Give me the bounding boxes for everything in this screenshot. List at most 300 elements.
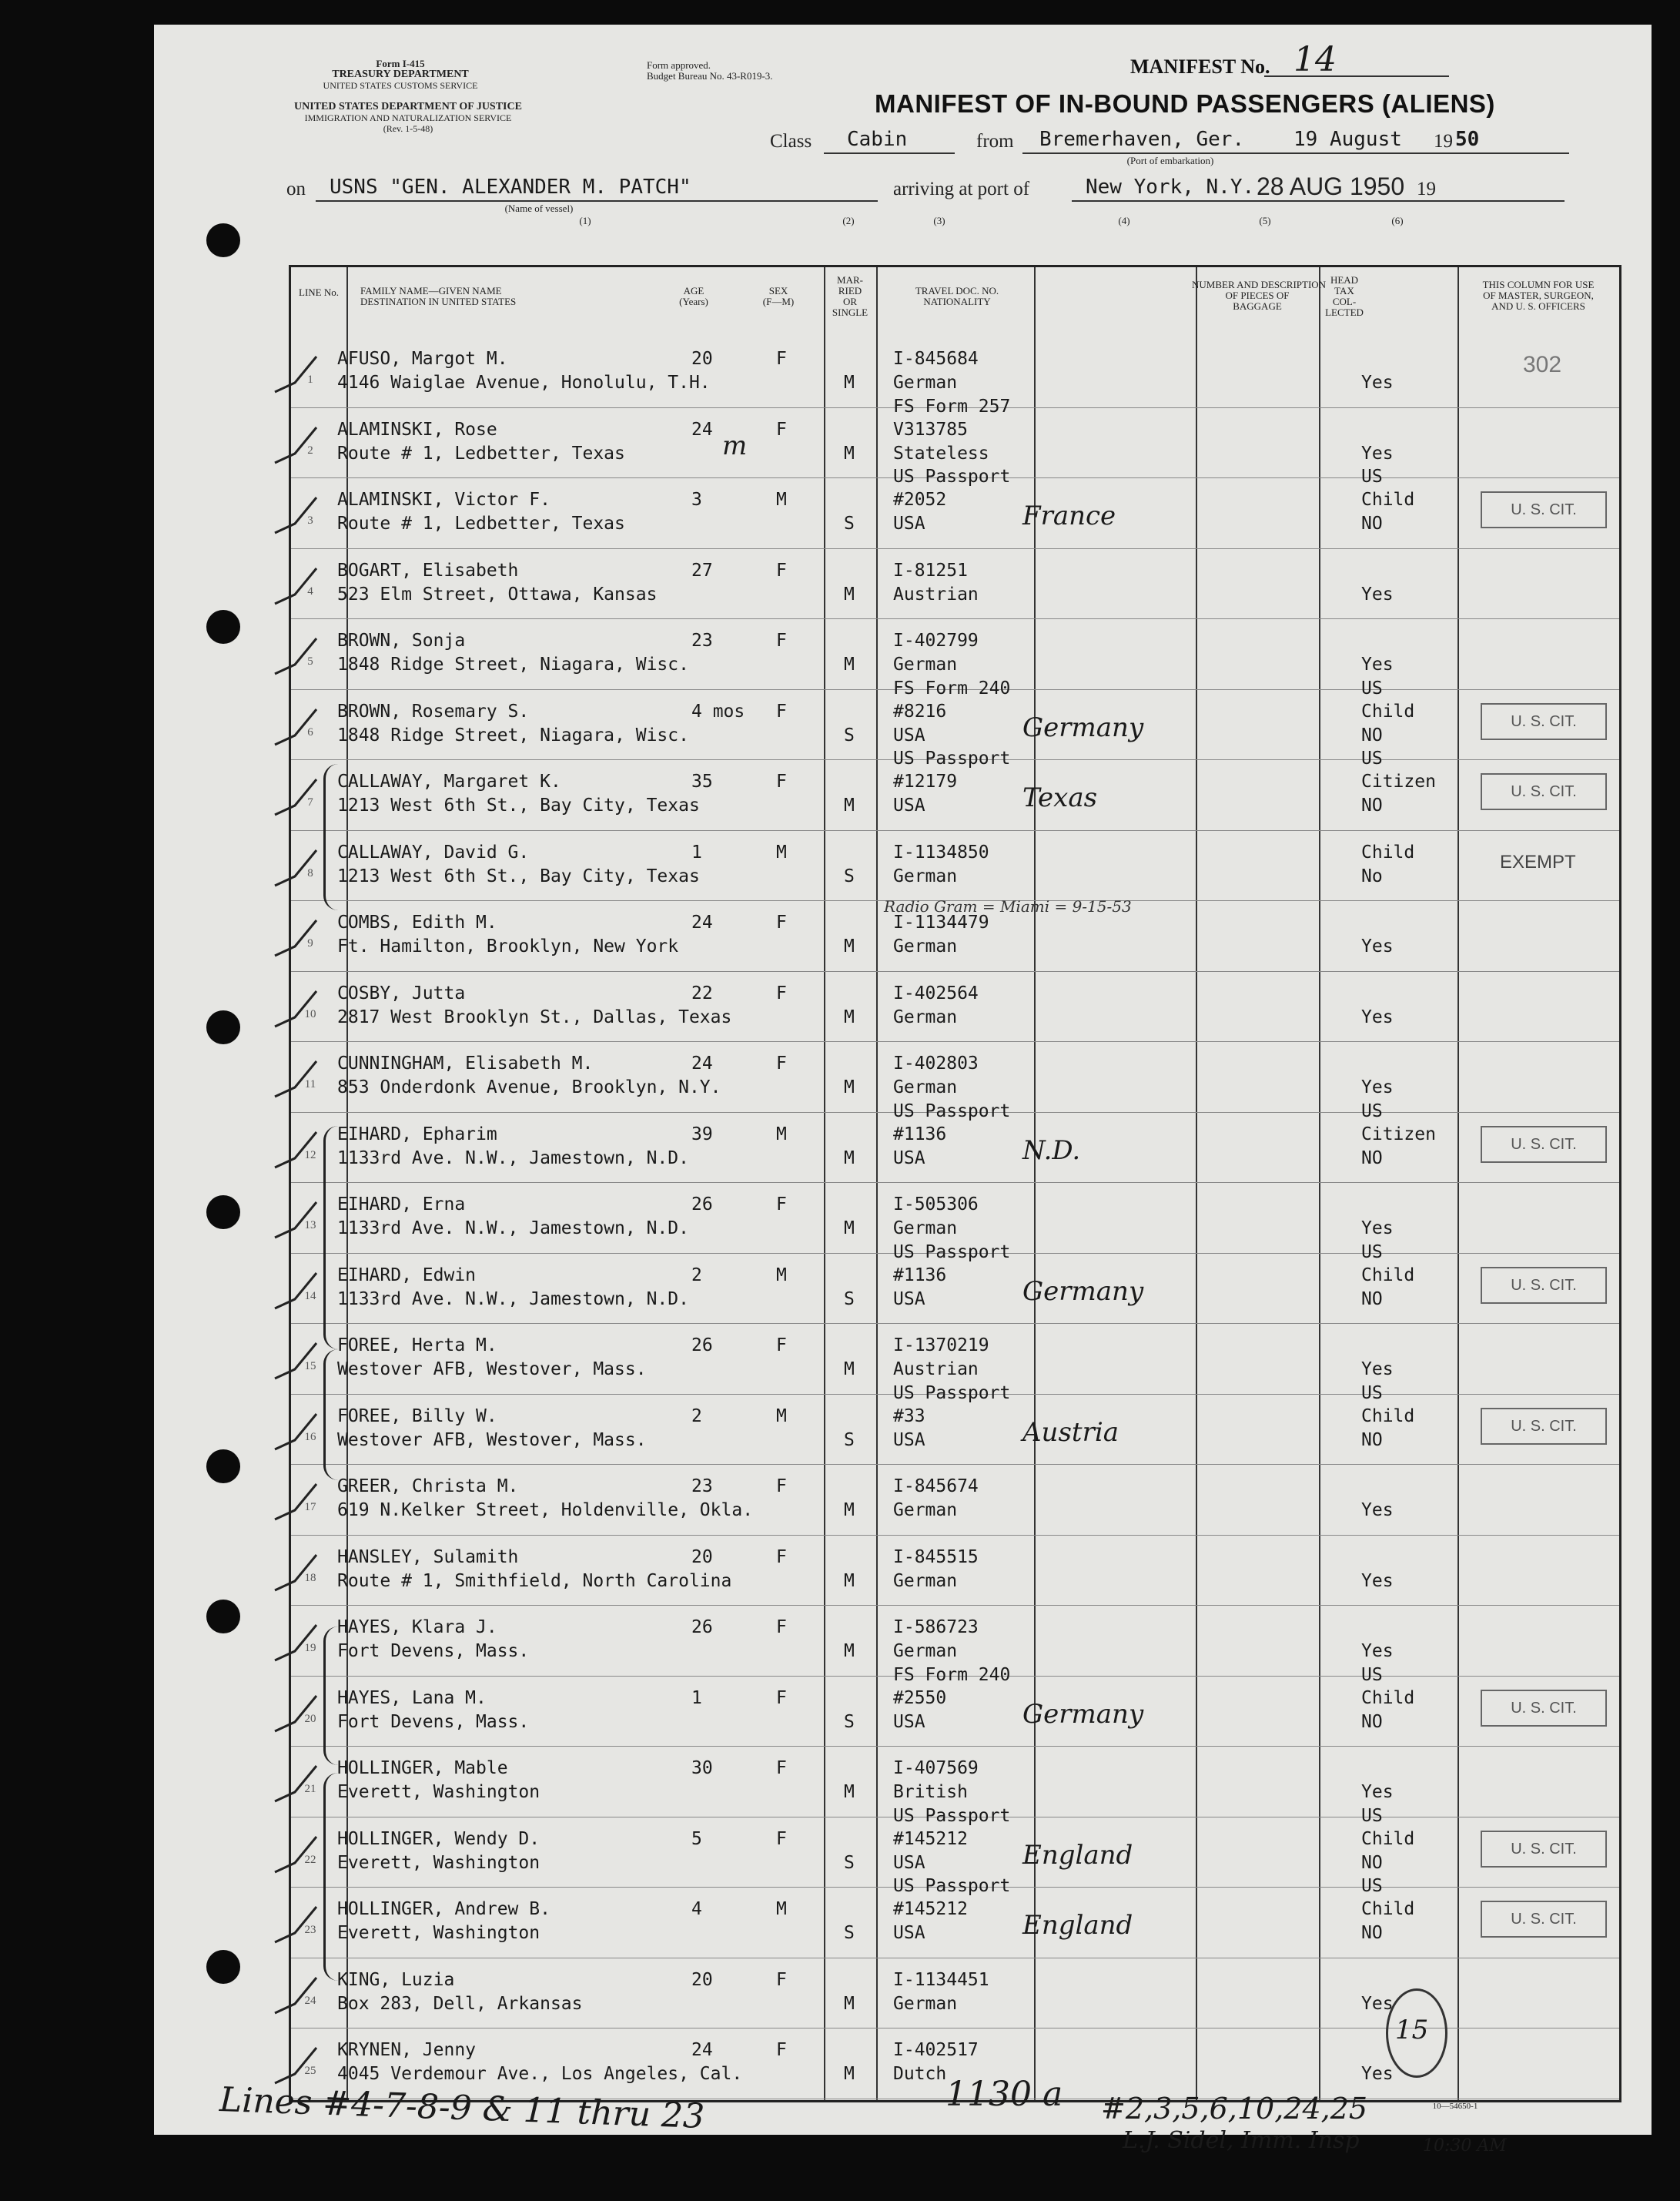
age: 24 (691, 2040, 713, 2060)
head-tax-line2: Child (1361, 1265, 1415, 1285)
punch-hole (206, 1195, 240, 1229)
table-row (291, 1876, 1619, 1958)
nationality: German (893, 866, 958, 886)
travel-doc-type: US Passport (893, 1100, 1011, 1121)
destination: Fort Devens, Mass. (337, 1711, 530, 1732)
line-number: 16 (304, 1430, 316, 1443)
checkmark-icon (272, 1479, 318, 1526)
passenger-name: COMBS, Edith M. (337, 913, 497, 933)
nationality: Austrian (893, 584, 979, 605)
destination: Route # 1, Ledbetter, Texas (337, 514, 625, 534)
us-cit-stamp: U. S. CIT. (1481, 1126, 1607, 1163)
checkmark-icon (272, 634, 318, 680)
marital-status: S (844, 1711, 855, 1732)
nationality: USA (893, 1923, 925, 1943)
us-cit-stamp: U. S. CIT. (1481, 1831, 1607, 1868)
nationality: USA (893, 725, 925, 745)
destination: 1848 Ridge Street, Niagara, Wisc. (337, 725, 689, 745)
embarkation-note: (Port of embarkation) (1126, 155, 1214, 166)
head-tax-line3: Yes (1361, 1077, 1394, 1097)
family-bracket (323, 1126, 338, 1349)
checkmark-icon (272, 1057, 318, 1103)
head-tax-line3: Yes (1361, 1993, 1394, 2014)
travel-doc-number: #1136 (893, 1124, 947, 1144)
travel-doc-number: I-407569 (893, 1758, 979, 1778)
col-num-3: (3) (933, 215, 945, 226)
travel-doc-number: I-402564 (893, 983, 979, 1003)
checkmark-icon (272, 987, 318, 1033)
header-baggage: NUMBER AND DESCRIPTION OF PIECES OF BAGGAGE (1192, 279, 1327, 312)
treasury-dept: TREASURY DEPARTMENT (332, 69, 469, 80)
age: 20 (691, 1969, 713, 1990)
age: 1 (691, 1687, 702, 1708)
head-tax-line3: Yes (1361, 1007, 1394, 1027)
sex: F (776, 701, 787, 722)
age: 3 (691, 490, 702, 510)
handwritten-annotation: Austria (1022, 1416, 1119, 1448)
line-number: 9 (307, 937, 313, 950)
head-tax-line3: Yes (1361, 1641, 1394, 1661)
table-row (291, 467, 1619, 549)
nationality: German (893, 936, 958, 956)
manifest-sheet (154, 25, 1652, 2156)
punch-hole (206, 223, 240, 257)
passenger-name: ALAMINSKI, Rose (337, 419, 497, 440)
travel-doc-type: FS Form 240 (893, 1664, 1011, 1685)
header-married: MAR- RIED OR SINGLE (832, 274, 868, 318)
line-number: 5 (307, 655, 313, 668)
head-tax-line2: Child (1361, 1899, 1415, 1919)
head-tax-line3: Yes (1361, 1500, 1394, 1520)
nationality: USA (893, 1288, 925, 1309)
officer-mark: 302 (1523, 352, 1562, 377)
age: 23 (691, 631, 713, 651)
punch-hole (206, 1010, 240, 1044)
checkmark-icon (272, 705, 318, 751)
line-number: 23 (304, 1924, 316, 1936)
checkmark-icon (272, 1620, 318, 1667)
budget-bureau: Budget Bureau No. 43-R019-3. (647, 70, 773, 82)
head-tax-line3: Yes (1361, 2064, 1394, 2084)
nationality: USA (893, 1429, 925, 1450)
sex: F (776, 560, 787, 581)
table-row (291, 1382, 1619, 1466)
sex: F (776, 1335, 787, 1355)
checkmark-icon (272, 1691, 318, 1737)
line-number: 20 (304, 1712, 316, 1725)
marital-status: M (844, 1570, 855, 1591)
destination: 1213 West 6th St., Bay City, Texas (337, 866, 700, 886)
destination: Everett, Washington (337, 1852, 540, 1873)
passenger-name: COSBY, Jutta (337, 983, 466, 1003)
age: 30 (691, 1758, 713, 1778)
travel-doc-number: V313785 (893, 419, 968, 440)
marital-status: M (844, 1993, 855, 2014)
age: 35 (691, 772, 713, 792)
checkmark-icon (272, 1761, 318, 1807)
table-row (291, 897, 1619, 972)
nationality: USA (893, 1147, 925, 1168)
nationality: German (893, 1570, 958, 1591)
line-number: 21 (304, 1783, 316, 1795)
nationality: German (893, 1993, 958, 2014)
age: 26 (691, 1617, 713, 1637)
marital-status: M (844, 936, 855, 956)
handwritten-annotation: Germany (1022, 1275, 1144, 1307)
from-line (1022, 152, 1569, 154)
checkmark-icon (272, 775, 318, 821)
age: 20 (691, 349, 713, 369)
col-num-6: (6) (1391, 215, 1404, 226)
header-age: AGE (Years) (679, 285, 708, 307)
from-label: from (976, 131, 1014, 152)
marital-status: S (844, 1923, 855, 1943)
line-number: 2 (307, 444, 313, 457)
line-number: 18 (304, 1571, 316, 1584)
us-cit-stamp: U. S. CIT. (1481, 1267, 1607, 1304)
checkmark-icon (272, 1550, 318, 1596)
header-line-no: LINE No. (299, 286, 339, 298)
us-cit-stamp: U. S. CIT. (1481, 1690, 1607, 1727)
passenger-name: HOLLINGER, Wendy D. (337, 1828, 540, 1849)
travel-doc-number: #33 (893, 1405, 925, 1426)
handwritten-note: Radio Gram = Miami = 9-15-53 (884, 897, 1132, 916)
passenger-name: HAYES, Klara J. (337, 1617, 497, 1637)
sex: F (776, 2040, 787, 2060)
destination: Westover AFB, Westover, Mass. (337, 1429, 647, 1450)
passenger-name: AFUSO, Margot M. (337, 349, 508, 369)
passenger-name: ALAMINSKI, Victor F. (337, 490, 551, 510)
head-tax-line3: Yes (1361, 936, 1394, 956)
inspector-signature: L.J. Sidel, Imm. Insp (1123, 2127, 1360, 2154)
table-body (291, 337, 1619, 2100)
travel-doc-type: FS Form 240 (893, 678, 1011, 698)
nationality: USA (893, 796, 925, 816)
passenger-name: EIHARD, Erna (337, 1194, 466, 1214)
passenger-name: HANSLEY, Sulamith (337, 1546, 519, 1567)
lines-note: Lines #4-7-8-9 & 11 thru 23 (219, 2080, 705, 2136)
sex: M (776, 842, 787, 863)
travel-doc-number: I-402799 (893, 631, 979, 651)
head-tax-line3: Yes (1361, 1218, 1394, 1238)
travel-doc-type: US Passport (893, 1805, 1011, 1826)
travel-doc-number: I-845684 (893, 349, 979, 369)
passenger-name: HOLLINGER, Mable (337, 1758, 508, 1778)
col-num-1: (1) (579, 215, 591, 226)
line-number: 25 (304, 2065, 316, 2077)
travel-doc-number: #1136 (893, 1265, 947, 1285)
header-sex: SEX (F—M) (762, 285, 795, 307)
destination: Everett, Washington (337, 1782, 540, 1802)
us-cit-stamp: U. S. CIT. (1481, 1901, 1607, 1938)
line-number: 11 (304, 1078, 316, 1090)
travel-doc-type: FS Form 257 (893, 396, 1011, 417)
travel-doc-type: US Passport (893, 467, 1011, 487)
checkmark-icon (272, 1127, 318, 1174)
travel-doc-number: #2550 (893, 1687, 947, 1708)
head-tax-line1: US (1361, 1100, 1383, 1121)
sex: F (776, 1617, 787, 1637)
travel-doc-number: I-505306 (893, 1194, 979, 1214)
header-travel: TRAVEL DOC. NO. NATIONALITY (915, 285, 999, 307)
sex: F (776, 983, 787, 1003)
travel-doc-type: US Passport (893, 749, 1011, 769)
destination: 1133rd Ave. N.W., Jamestown, N.D. (337, 1218, 689, 1238)
travel-doc-number: I-845515 (893, 1546, 979, 1567)
sex: F (776, 1546, 787, 1567)
sex: F (776, 1828, 787, 1849)
marital-status: M (844, 1500, 855, 1520)
line-number: 24 (304, 1994, 316, 2007)
head-tax-line2: Child (1361, 701, 1415, 722)
passenger-name: KRYNEN, Jenny (337, 2040, 477, 2060)
header-officers: THIS COLUMN FOR USE OF MASTER, SURGEON, AND U. S. OFFICERS (1482, 279, 1595, 312)
sex: F (776, 419, 787, 440)
punch-hole (206, 1449, 240, 1483)
nationality: German (893, 1641, 958, 1661)
manifest-no-label: MANIFEST No. (1130, 55, 1270, 78)
checkmark-icon (272, 1268, 318, 1315)
passenger-name: BROWN, Sonja (337, 631, 466, 651)
head-tax-line1: US (1361, 1876, 1383, 1896)
nationality: German (893, 1218, 958, 1238)
head-tax-line1: US (1361, 1382, 1383, 1403)
col-num-5: (5) (1259, 215, 1271, 226)
handwritten-annotation: England (1022, 1839, 1133, 1871)
head-tax-line3: NO (1361, 1852, 1383, 1873)
travel-doc-number: I-1370219 (893, 1335, 989, 1355)
age: 2 (691, 1265, 702, 1285)
line-number: 12 (304, 1148, 316, 1161)
head-tax-line3: Yes (1361, 1359, 1394, 1379)
form-approved: Form approved. (647, 59, 711, 71)
travel-doc-type: US Passport (893, 1876, 1011, 1896)
passenger-name: CALLAWAY, Margaret K. (337, 772, 561, 792)
head-tax-line3: NO (1361, 514, 1383, 534)
nationality: USA (893, 1852, 925, 1873)
passenger-name: EIHARD, Epharim (337, 1124, 497, 1144)
age: 24 (691, 1054, 713, 1074)
us-cit-stamp: U. S. CIT. (1481, 703, 1607, 740)
marital-status: M (844, 1218, 855, 1238)
marital-status: M (844, 1147, 855, 1168)
head-tax-line1: US (1361, 1805, 1383, 1826)
manifest-table (289, 265, 1621, 2102)
arrival-port: New York, N.Y. (1086, 176, 1255, 199)
time-note: 10:30 AM (1423, 2136, 1507, 2156)
vessel-name: USNS "GEN. ALEXANDER M. PATCH" (330, 176, 691, 199)
header-name: FAMILY NAME—GIVEN NAME DESTINATION IN UNITED STATES (360, 285, 517, 307)
head-tax-line2: Child (1361, 1687, 1415, 1708)
arrival-date-stamp: 28 AUG 1950 (1257, 173, 1405, 200)
checkmark-icon (272, 493, 318, 539)
sex: F (776, 349, 787, 369)
age: 26 (691, 1335, 713, 1355)
head-tax-line2: Citizen (1361, 772, 1436, 792)
officer-mark: EXEMPT (1500, 851, 1576, 873)
header-head-tax: HEAD TAX COL- LECTED (1325, 274, 1364, 318)
travel-doc-number: I-845674 (893, 1476, 979, 1496)
date-value: 19 August (1293, 128, 1402, 151)
passenger-name: BOGART, Elisabeth (337, 560, 519, 581)
passenger-name: BROWN, Rosemary S. (337, 701, 530, 722)
head-tax-line3: Yes (1361, 1570, 1394, 1591)
nationality: USA (893, 1711, 925, 1732)
travel-doc-number: I-1134850 (893, 842, 989, 863)
age: 27 (691, 560, 713, 581)
checkmark-icon (272, 1902, 318, 1948)
form-code: 10—54650-1 (1432, 2102, 1478, 2111)
travel-doc-number: #12179 (893, 772, 958, 792)
head-tax-line1: US (1361, 678, 1383, 698)
table-row (291, 971, 1619, 1043)
checkmark-icon (272, 916, 318, 962)
age: 5 (691, 1828, 702, 1849)
passenger-name: HAYES, Lana M. (337, 1687, 487, 1708)
age: 23 (691, 1476, 713, 1496)
nationality: Stateless (893, 443, 989, 464)
line-number: 17 (304, 1501, 316, 1513)
sex: M (776, 1405, 787, 1426)
punch-hole (206, 610, 240, 644)
customs-service: UNITED STATES CUSTOMS SERVICE (323, 80, 478, 91)
marital-status: M (844, 443, 855, 464)
passenger-name: CALLAWAY, David G. (337, 842, 530, 863)
checkmark-icon (272, 1409, 318, 1456)
manifest-no-line (1264, 75, 1449, 77)
destination: Box 283, Dell, Arkansas (337, 1993, 583, 2014)
head-tax-line2: Child (1361, 842, 1415, 863)
age: 22 (691, 983, 713, 1003)
head-tax-line2: Child (1361, 1828, 1415, 1849)
handwritten-annotation: England (1022, 1910, 1133, 1941)
marital-status: M (844, 655, 855, 675)
checkmark-icon (272, 423, 318, 469)
table-row (291, 548, 1619, 620)
nationality: Austrian (893, 1359, 979, 1379)
travel-doc-number: #145212 (893, 1828, 968, 1849)
family-bracket (323, 764, 338, 910)
ins-service: IMMIGRATION AND NATURALIZATION SERVICE (304, 112, 512, 123)
class-label: Class (770, 131, 812, 152)
family-bracket (323, 1773, 338, 1981)
passenger-name: GREER, Christa M. (337, 1476, 519, 1496)
table-row (291, 1664, 1619, 1747)
head-tax-line3: NO (1361, 796, 1383, 816)
sex: M (776, 1899, 787, 1919)
nationality: USA (893, 514, 925, 534)
nationality: German (893, 373, 958, 393)
travel-doc-number: I-586723 (893, 1617, 979, 1637)
punch-hole (206, 1950, 240, 1984)
sex: F (776, 1969, 787, 1990)
col-num-4: (4) (1118, 215, 1130, 226)
us-cit-stamp: U. S. CIT. (1481, 773, 1607, 810)
us-cit-stamp: U. S. CIT. (1481, 491, 1607, 528)
handwritten-annotation: Germany (1022, 712, 1144, 743)
vessel-line (316, 200, 878, 202)
manifest-no: 14 (1293, 40, 1337, 79)
age: 24 (691, 419, 713, 440)
line-number: 15 (304, 1360, 316, 1372)
age: 1 (691, 842, 702, 863)
head-tax-line2: Child (1361, 490, 1415, 510)
head-tax-line1: US (1361, 749, 1383, 769)
table-row (291, 1535, 1619, 1606)
nationality: German (893, 1007, 958, 1027)
head-tax-line3: Yes (1361, 655, 1394, 675)
checkmark-icon (272, 1832, 318, 1878)
head-tax-line3: Yes (1361, 584, 1394, 605)
form-number: Form I-415 (376, 58, 425, 69)
table-row (291, 1100, 1619, 1184)
class-line (824, 152, 955, 154)
head-tax-line2: Citizen (1361, 1124, 1436, 1144)
destination: 1848 Ridge Street, Niagara, Wisc. (337, 655, 689, 675)
line-number: 22 (304, 1853, 316, 1866)
table-row (291, 749, 1619, 831)
destination: 619 N.Kelker Street, Holdenville, Okla. (337, 1500, 754, 1520)
checkmark-icon (272, 352, 318, 398)
destination: 853 Onderdonk Avenue, Brooklyn, N.Y. (337, 1077, 721, 1097)
handwritten-annotation: France (1022, 501, 1116, 531)
handwritten-annotation: m (722, 430, 748, 461)
marital-status: M (844, 2064, 855, 2084)
table-row (291, 830, 1619, 902)
age: 2 (691, 1405, 702, 1426)
revision: (Rev. 1-5-48) (383, 123, 433, 134)
sex: F (776, 1758, 787, 1778)
nationality: German (893, 1077, 958, 1097)
travel-doc-number: I-402517 (893, 2040, 979, 2060)
line-number: 4 (307, 585, 313, 598)
age: 4 (691, 1899, 702, 1919)
justice-dept: UNITED STATES DEPARTMENT OF JUSTICE (294, 101, 522, 112)
us-cit-stamp: U. S. CIT. (1481, 1408, 1607, 1445)
destination: 4146 Waiglae Avenue, Honolulu, T.H. (337, 373, 711, 393)
manifest-title: MANIFEST OF IN-BOUND PASSENGERS (ALIENS) (875, 89, 1495, 118)
head-tax-line3: No (1361, 866, 1383, 886)
head-tax-line3: Yes (1361, 373, 1394, 393)
on-label: on (286, 179, 306, 199)
passenger-name: FOREE, Billy W. (337, 1405, 497, 1426)
head-tax-line1: US (1361, 467, 1383, 487)
marital-status: S (844, 1429, 855, 1450)
line-number: 10 (304, 1007, 316, 1020)
head-tax-line3: NO (1361, 1429, 1383, 1450)
line-number: 13 (304, 1219, 316, 1231)
year-value: 50 (1455, 128, 1480, 151)
class-value: Cabin (847, 128, 908, 151)
sex: F (776, 1687, 787, 1708)
sex: F (776, 1194, 787, 1214)
marital-status: M (844, 1077, 855, 1097)
nationality: German (893, 1500, 958, 1520)
destination: Fort Devens, Mass. (337, 1641, 530, 1661)
numbers-note: #2,3,5,6,10,24,25 (1101, 2092, 1368, 2126)
marital-status: M (844, 1782, 855, 1802)
destination: 4045 Verdemour Ave., Los Angeles, Cal. (337, 2064, 743, 2084)
travel-doc-number: I-81251 (893, 560, 968, 581)
table-row (291, 1464, 1619, 1536)
year-prefix: 19 (1434, 131, 1453, 152)
circled-number-text: 15 (1395, 2015, 1429, 2045)
sex: F (776, 913, 787, 933)
line-number: 8 (307, 866, 313, 879)
head-tax-line3: NO (1361, 1923, 1383, 1943)
marital-status: M (844, 584, 855, 605)
marital-status: S (844, 1288, 855, 1309)
